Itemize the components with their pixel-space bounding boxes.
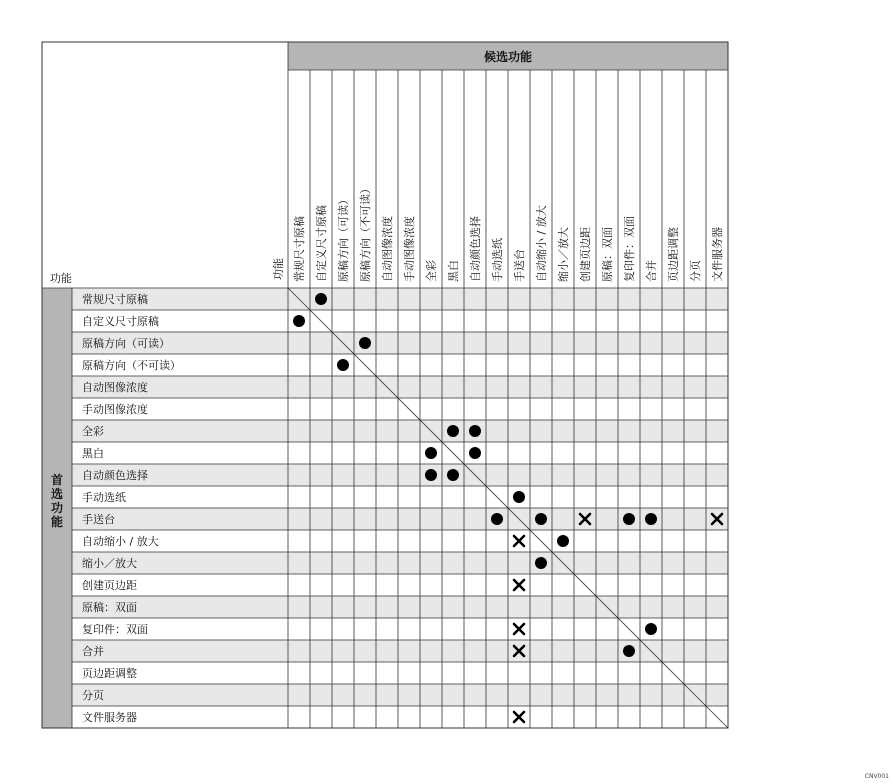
row-label: 自动图像浓度 — [82, 381, 148, 394]
column-label: 自动缩小 / 放大 — [535, 205, 548, 282]
dot-mark — [469, 425, 481, 437]
column-label: 文件服务器 — [711, 227, 724, 282]
dot-mark — [447, 425, 459, 437]
dot-mark — [447, 469, 459, 481]
row-label: 手送台 — [82, 513, 115, 526]
column-label: 常规尺寸原稿 — [293, 216, 306, 282]
row-label: 原稿方向（不可读） — [82, 359, 181, 372]
column-label: 自动图像浓度 — [381, 216, 394, 282]
dot-mark — [645, 513, 657, 525]
row-shade — [72, 684, 728, 706]
candidate-functions-title: 候选功能 — [483, 50, 533, 64]
row-shade — [72, 376, 728, 398]
dot-mark — [623, 513, 635, 525]
row-shade — [72, 332, 728, 354]
row-label: 黑白 — [82, 447, 104, 460]
column-label: 全彩 — [425, 260, 438, 282]
function-column-label: 功能 — [272, 258, 285, 280]
cross-mark — [514, 536, 524, 546]
column-label: 自定义尺寸原稿 — [315, 205, 328, 282]
column-label: 黑白 — [447, 260, 460, 282]
column-label: 手动选纸 — [491, 238, 504, 282]
cross-mark — [514, 624, 524, 634]
column-label: 创建页边距 — [579, 227, 592, 282]
dot-mark — [557, 535, 569, 547]
function-row-label: 功能 — [50, 272, 72, 285]
image-code: CNV001 — [864, 773, 889, 780]
cross-mark — [514, 580, 524, 590]
row-label: 自定义尺寸原稿 — [82, 315, 159, 328]
row-label: 分页 — [82, 689, 104, 702]
dot-mark — [469, 447, 481, 459]
row-label: 缩小／放大 — [82, 557, 137, 570]
dot-mark — [645, 623, 657, 635]
row-label: 全彩 — [82, 425, 104, 438]
column-label: 合并 — [645, 260, 658, 282]
row-label: 原稿方向（可读） — [82, 337, 170, 350]
row-shade — [72, 552, 728, 574]
row-label: 自动缩小 / 放大 — [82, 535, 159, 548]
row-label: 合并 — [82, 645, 104, 658]
row-label: 自动颜色选择 — [82, 469, 148, 482]
dot-mark — [513, 491, 525, 503]
dot-mark — [425, 447, 437, 459]
dot-mark — [337, 359, 349, 371]
row-label: 页边距调整 — [82, 667, 137, 680]
row-shade — [72, 464, 728, 486]
column-label: 手送台 — [513, 249, 526, 282]
column-label: 手动图像浓度 — [403, 216, 416, 282]
dot-mark — [535, 513, 547, 525]
column-label: 原稿方向（可读） — [337, 194, 350, 282]
column-label: 分页 — [689, 260, 702, 282]
row-label: 复印件：双面 — [82, 623, 148, 636]
dot-mark — [293, 315, 305, 327]
row-label: 原稿：双面 — [82, 601, 137, 614]
dot-mark — [359, 337, 371, 349]
dot-mark — [535, 557, 547, 569]
column-label: 缩小／放大 — [557, 227, 570, 282]
cross-mark — [514, 712, 524, 722]
column-label: 原稿方向（不可读） — [359, 183, 372, 282]
dot-mark — [425, 469, 437, 481]
column-label: 自动颜色选择 — [469, 216, 482, 282]
column-label: 页边距调整 — [667, 227, 680, 282]
column-label: 复印件：双面 — [623, 216, 636, 282]
row-label: 手动图像浓度 — [82, 403, 148, 416]
row-shade — [72, 288, 728, 310]
dot-mark — [491, 513, 503, 525]
column-label: 原稿：双面 — [601, 227, 614, 282]
preferred-functions-title: 首选功能 — [50, 473, 64, 529]
row-label: 文件服务器 — [82, 711, 137, 724]
row-shade — [72, 596, 728, 618]
row-shade — [72, 420, 728, 442]
row-label: 手动选纸 — [82, 491, 126, 504]
dot-mark — [315, 293, 327, 305]
row-label: 创建页边距 — [82, 579, 137, 592]
row-label: 常规尺寸原稿 — [82, 293, 148, 306]
dot-mark — [623, 645, 635, 657]
